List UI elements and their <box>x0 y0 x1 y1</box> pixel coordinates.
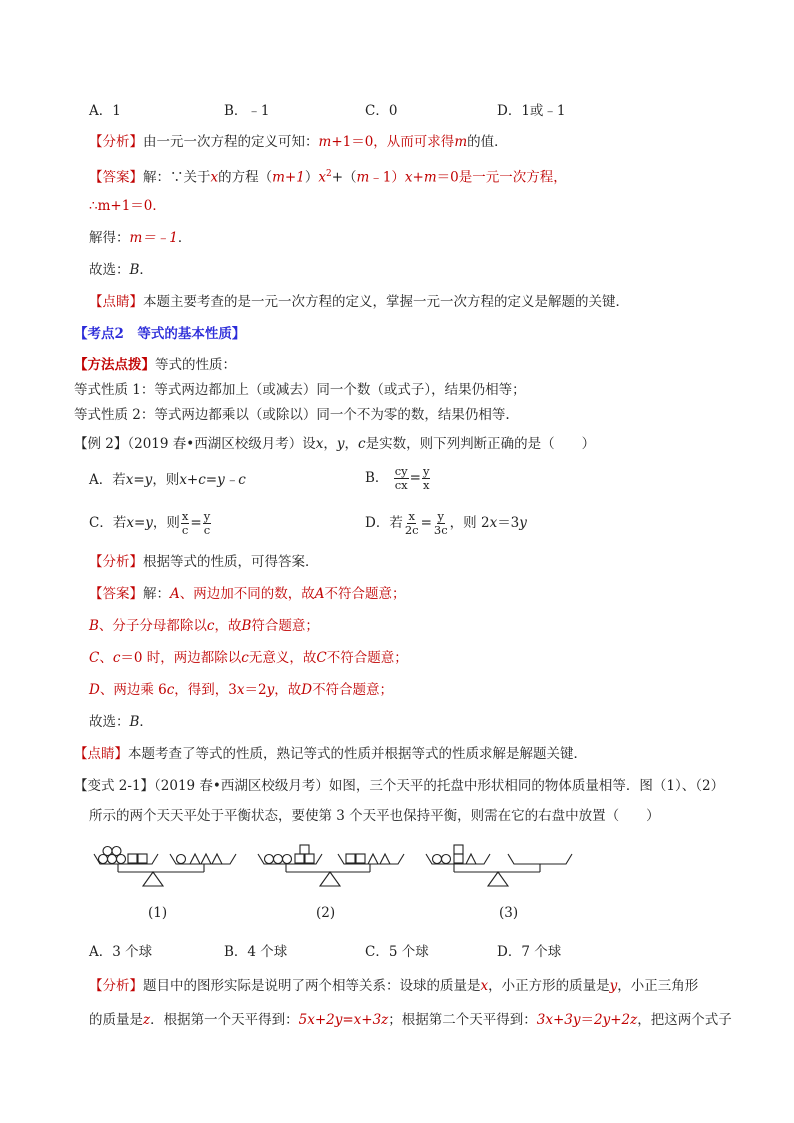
var-c: c <box>166 682 175 698</box>
comment-tag: 【点睛】 <box>89 294 143 310</box>
var-x: x <box>480 978 489 994</box>
var-c: c <box>241 650 249 666</box>
method-line <box>74 355 236 375</box>
period: ． <box>177 230 192 246</box>
ball <box>112 847 121 856</box>
balance-1 <box>94 847 236 887</box>
letter: B <box>241 618 252 634</box>
var-z: z <box>143 1012 151 1028</box>
expr: x=y <box>126 515 153 531</box>
equals: = <box>409 470 421 486</box>
figure-label-2: (2) <box>316 905 336 921</box>
option-b: B．﹣1 <box>224 103 270 119</box>
solve-result: m＝﹣1 <box>129 230 178 246</box>
variant-analysis-2 <box>89 1010 732 1030</box>
balance-3 <box>426 845 572 886</box>
equals: = <box>420 515 432 531</box>
square <box>300 845 309 854</box>
expr: x=y <box>125 472 153 488</box>
numerator: y <box>422 464 430 478</box>
analysis-tag: 【分析】 <box>89 978 143 994</box>
square <box>295 854 304 863</box>
answer-text: 的方程（ <box>218 169 273 186</box>
variant-option-d: D．7 个球 <box>497 944 562 960</box>
analysis-text: ，小正三角形 <box>617 978 699 994</box>
answer-text: 解： <box>143 586 170 602</box>
expr: x+c=y﹣c <box>179 472 246 488</box>
example-option-a <box>89 470 246 490</box>
example-choice <box>89 712 153 732</box>
option-d: D．1或﹣1 <box>497 103 566 119</box>
fraction <box>394 465 409 492</box>
var-x: x <box>318 169 326 186</box>
figure-label-3: (3) <box>499 905 519 921</box>
answer-text: ＝0 时，两边都除以 <box>120 650 242 666</box>
triangle <box>201 854 211 864</box>
comment-text: 本题主要考查的是一元一次方程的定义，掌握一元一次方程的定义是解题的关键． <box>143 294 629 310</box>
triangle <box>466 854 476 864</box>
answer-text: 、分子分母都除以 <box>98 618 207 634</box>
answer-text: 符合题意； <box>251 618 319 634</box>
var-c: c <box>358 436 366 452</box>
denominator: 3c <box>433 523 448 537</box>
option-label: D．若 <box>365 515 403 531</box>
letter: A <box>314 586 325 602</box>
analysis-text: 由一元一次方程的定义可知： <box>143 134 319 150</box>
equation: 5x+2y=x+3z <box>298 1012 389 1028</box>
fulcrum <box>320 872 340 886</box>
option-label: A．若 <box>89 472 126 488</box>
triangle <box>368 854 378 864</box>
variant-option-a: A．3 个球 <box>89 944 153 960</box>
analysis-text: 的值． <box>467 134 508 150</box>
example-answer-b <box>89 616 319 636</box>
fraction <box>433 510 449 537</box>
var-x: x <box>236 682 245 698</box>
example-option-b <box>365 465 431 492</box>
comment-tag: 【点睛】 <box>74 746 128 762</box>
right-pan <box>508 854 572 864</box>
letter: C <box>316 650 327 666</box>
option-text: ，则 <box>152 515 180 531</box>
equals: = <box>190 515 202 531</box>
denominator: x <box>422 478 430 492</box>
stem-text: 是实数，则下列判断正确的是（ ） <box>365 436 596 452</box>
option-text: ，则 <box>152 472 180 488</box>
q1-comment <box>89 292 629 312</box>
variant-stem-1: 【变式 2-1】（2019 春•西湖区校级月考）如图，三个天平的托盘中形状相同的物体质量相等．图（1）、（2） <box>74 778 725 794</box>
var-y: y <box>336 436 345 452</box>
answer-text: ＝0是一元一次方程， <box>436 169 567 186</box>
option-label: C．若 <box>89 515 127 531</box>
fulcrum <box>143 872 163 886</box>
analysis-text: ．根据第一个天平得到： <box>150 1012 299 1028</box>
letter: D <box>301 682 313 698</box>
section-title: 【考点2 等式的基本性质】 <box>74 326 246 342</box>
example-option-d <box>365 510 527 537</box>
analysis-text: 题目中的图形实际是说明了两个相等关系：设球的质量是 <box>143 978 481 994</box>
ball <box>274 855 283 864</box>
solve-label: 解得： <box>89 230 130 246</box>
answer-text: 不符合题意； <box>312 682 394 698</box>
denominator: 2c <box>404 523 419 537</box>
square <box>356 854 365 863</box>
answer-text: +（ <box>331 169 357 186</box>
period: ． <box>139 714 153 730</box>
numerator: cy <box>394 464 408 478</box>
analysis-text: +1＝0，从而可求得 <box>331 134 455 150</box>
fraction <box>404 510 420 537</box>
variant-stem-2: 所示的两个天天平处于平衡状态，要使第 3 个天平也保持平衡，则需在它的右盘中放置（ ） <box>89 808 660 824</box>
figure-label-1: (1) <box>148 905 168 921</box>
property-2: 等式性质 2：等式两边都乘以（或除以）同一个不为零的数，结果仍相等. <box>74 407 510 423</box>
square <box>454 854 463 863</box>
triangle <box>212 854 222 864</box>
answer-text: ，得到，3 <box>174 682 237 698</box>
analysis-tag: 【分析】 <box>89 554 143 570</box>
fulcrum <box>488 872 508 886</box>
answer-tag: 【答案】 <box>89 169 143 186</box>
triangle <box>190 854 200 864</box>
stem-text: ， <box>323 436 337 452</box>
example-answer-c <box>89 648 408 668</box>
square <box>138 854 147 863</box>
analysis-tag: 【分析】 <box>89 134 143 150</box>
answer-text: 不符合题意； <box>326 650 408 666</box>
q1-step: ∴m+1＝0． <box>89 198 166 214</box>
expr: x+m <box>404 169 437 186</box>
q1-solve <box>89 228 191 248</box>
denominator: c <box>203 523 211 537</box>
var-c: c <box>112 650 121 666</box>
choice-label: 故选： <box>89 262 130 278</box>
answer-text: ＝2 <box>244 682 267 698</box>
answer-text: 、两边加不同的数，故 <box>179 586 315 602</box>
answer-text: 解：∵关于 <box>143 169 211 186</box>
letter: B <box>89 618 99 634</box>
var-c: c <box>206 618 215 634</box>
answer-text: 不符合题意； <box>324 586 406 602</box>
ball <box>177 855 186 864</box>
answer-text: 、 <box>99 650 113 666</box>
choice-label: 故选： <box>89 714 130 730</box>
var-y: y <box>609 978 618 994</box>
q1-answer <box>89 164 567 188</box>
var-m: m <box>318 134 332 150</box>
fraction <box>203 510 212 537</box>
var-m: m <box>356 169 370 186</box>
triangle <box>380 854 390 864</box>
example-option-c <box>89 510 212 537</box>
example-answer-d <box>89 680 393 700</box>
q1-analysis <box>89 132 508 152</box>
balance-2 <box>258 845 404 886</box>
square <box>305 854 314 863</box>
equation: 2y+2z <box>594 1012 638 1028</box>
option-text: ，则 2 <box>449 515 490 531</box>
option-a: A．1 <box>89 103 121 119</box>
analysis-text: ；根据第二个天平得到： <box>388 1012 537 1028</box>
example-comment <box>74 744 587 764</box>
answer-text: ，故 <box>274 682 302 698</box>
period: ． <box>139 262 153 278</box>
answer-tag: 【答案】 <box>89 586 143 602</box>
answer-text: ，故 <box>214 618 242 634</box>
var-m: m <box>454 134 468 150</box>
ball <box>283 855 292 864</box>
property-1: 等式性质 1：等式两边都加上（或减去）同一个数（或式子），结果仍相等； <box>74 382 526 398</box>
numerator: x <box>408 509 415 523</box>
letter: C <box>89 650 100 666</box>
fraction <box>181 510 190 537</box>
answer-text: ） <box>304 169 319 186</box>
variant-option-c: C．5 个球 <box>365 944 429 960</box>
square <box>128 854 137 863</box>
fraction <box>422 465 431 492</box>
ball <box>442 855 451 864</box>
method-text: 等式的性质： <box>155 357 236 373</box>
variant-analysis-1 <box>89 976 698 996</box>
expr: m+1 <box>272 169 305 186</box>
option-text: ＝3 <box>497 515 520 531</box>
answer-text: 、两边乘 6 <box>99 682 167 698</box>
q1-choice <box>89 260 153 280</box>
var-y: y <box>519 515 527 531</box>
balance-figures <box>88 840 588 898</box>
var-x: x <box>489 515 498 531</box>
exponent: 2 <box>325 169 332 179</box>
choice-value: B <box>129 262 140 278</box>
option-c: C．0 <box>365 103 398 119</box>
analysis-text: ，把这两个式子 <box>637 1012 732 1028</box>
option-label: B． <box>365 470 389 486</box>
denominator: c <box>181 523 189 537</box>
letter: A <box>170 586 180 602</box>
numerator: y <box>203 509 211 523</box>
ball <box>265 855 274 864</box>
letter: D <box>89 682 100 698</box>
var-x: x <box>315 436 324 452</box>
answer-text: ﹣1） <box>369 169 405 186</box>
example-answer-a <box>89 584 406 604</box>
equation: 3x+3y <box>536 1012 581 1028</box>
ball <box>433 855 442 864</box>
var-y: y <box>266 682 275 698</box>
stem-text: 【例 2】（2019 春•西湖区校级月考）设 <box>74 436 316 452</box>
equals: ＝ <box>580 1012 595 1028</box>
method-tag: 【方法点拨】 <box>74 357 155 373</box>
variant-option-b: B．4 个球 <box>224 944 288 960</box>
square <box>346 854 355 863</box>
comment-text: 本题考查了等式的性质，熟记等式的性质并根据等式的性质求解是解题关键． <box>128 746 587 762</box>
example-analysis <box>89 552 319 572</box>
var-x: x <box>210 169 219 186</box>
answer-text: 无意义，故 <box>248 650 317 666</box>
example-stem <box>74 434 595 454</box>
numerator: x <box>181 509 189 523</box>
denominator: cx <box>394 478 408 492</box>
analysis-text: ，小正方形的质量是 <box>488 978 610 994</box>
analysis-text: 的质量是 <box>89 1012 143 1028</box>
stem-text: ， <box>344 436 359 452</box>
analysis-text: 根据等式的性质，可得答案． <box>143 554 319 570</box>
numerator: y <box>437 509 445 523</box>
square <box>454 845 463 854</box>
ball <box>103 847 112 856</box>
choice-value: B <box>129 714 140 730</box>
